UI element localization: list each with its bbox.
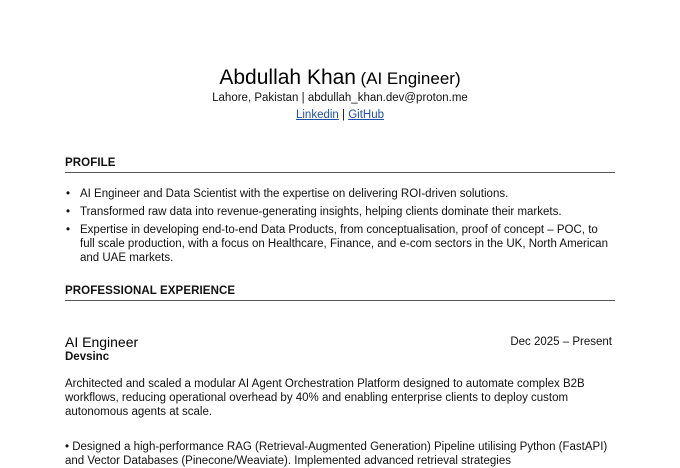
profile-list (65, 187, 610, 269)
profile-links (0, 109, 680, 121)
link-separator: | (338, 109, 349, 121)
section-heading-experience: PROFESSIONAL EXPERIENCE (65, 285, 615, 301)
github-link[interactable]: GitHub (348, 109, 385, 121)
bullet-icon: • (66, 188, 71, 200)
list-item (65, 205, 610, 219)
list-item (65, 223, 610, 265)
profile-item-text: Transformed raw data into revenue-generating insights, helping clients dominate their markets. (80, 206, 562, 218)
candidate-name: Abdullah Khan (219, 66, 356, 89)
name-line (0, 66, 680, 90)
linkedin-link[interactable]: Linkedin (295, 109, 339, 121)
job-summary: Architected and scaled a modular AI Agent Orchestration Platform designed to automate complex B2B workflows, reducing operational overhead by 40% and enabling enterprise clients to deploy custom autonomous agents at scale. (65, 378, 585, 418)
candidate-title: (AI Engineer) (360, 69, 461, 88)
bullet-icon: • (66, 206, 71, 218)
profile-item-text: AI Engineer and Data Scientist with the expertise on delivering ROI-driven solutions. (80, 188, 509, 200)
section-heading-profile: PROFILE (65, 157, 615, 173)
profile-item-text: Expertise in developing end-to-end Data Products, from conceptualisation, proof of concept – POC, to full scale production, with a focus on Healthcare, Finance, and e-com sectors in the UK, North American and UAE markets. (80, 224, 608, 264)
contact-line: Lahore, Pakistan | abdullah_khan.dev@proton.me (212, 92, 468, 104)
job-dates: Dec 2025 – Present (510, 336, 612, 348)
job-title: AI Engineer (65, 334, 139, 350)
job-company: Devsinc (65, 351, 110, 363)
job-bullet: • Designed a high-performance RAG (Retrieval-Augmented Generation) Pipeline utilising Python (FastAPI) and Vector Databases (Pinecone/Weaviate). Implemented advanced retrieval strategies (65, 441, 608, 467)
list-item (65, 187, 610, 201)
bullet-icon: • (66, 224, 71, 236)
